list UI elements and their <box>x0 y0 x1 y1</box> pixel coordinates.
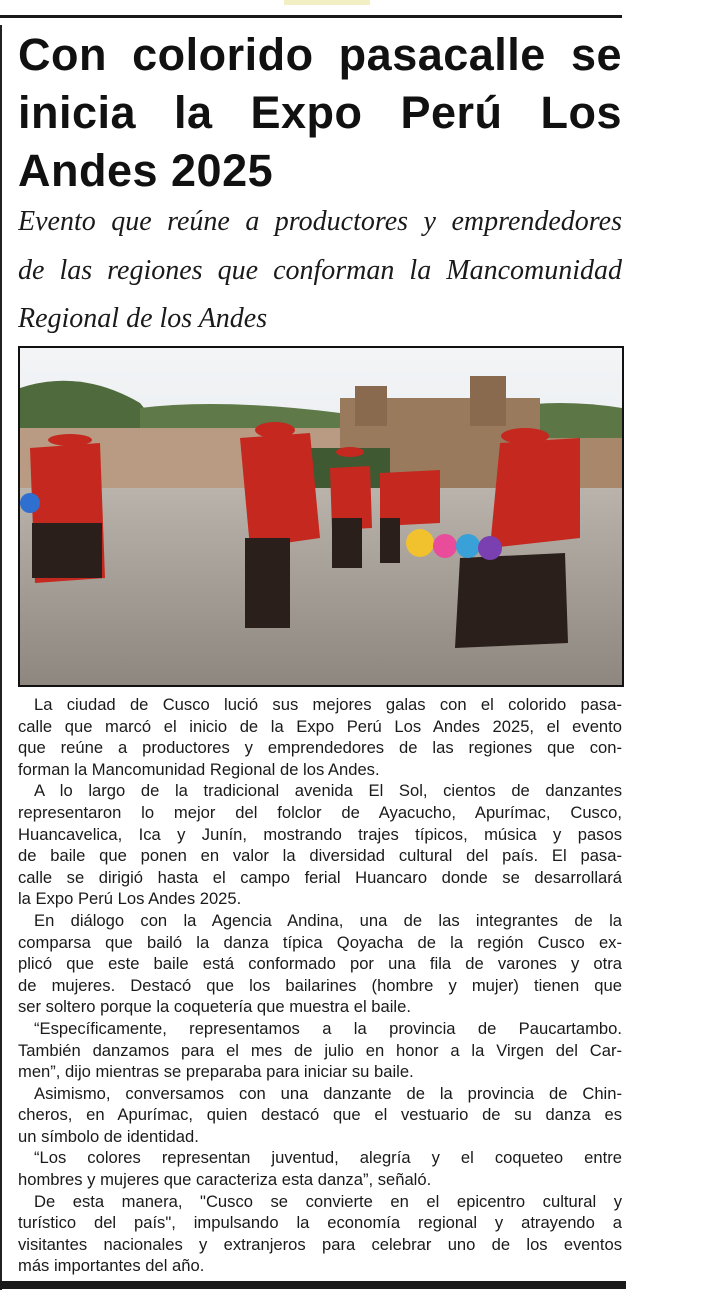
body-line: plicó que este baile está conformado por una fila de varones y otra <box>18 954 622 974</box>
body-line: Huancavelica, Ica y Junín, mostrando trajes típicos, música y pasos <box>18 824 622 844</box>
headline-line: Con colorido pasacalle se <box>18 29 622 80</box>
bottom-divider <box>0 1281 626 1289</box>
headline-line: inicia la Expo Perú Los <box>18 87 622 138</box>
body-line: visitantes nacionales y extranjeros para celebrar uno de los eventos <box>18 1234 622 1254</box>
photo-dancers-plaza-icon <box>20 348 622 685</box>
paragraph <box>18 1191 622 1277</box>
paragraph <box>18 1083 622 1148</box>
paragraph <box>18 1018 622 1083</box>
body-line: calle se dirigió hasta el campo ferial Huancaro donde se desarrollará <box>18 867 622 887</box>
body-line: cheros, en Apurímac, quien destacó que el vestuario de su danza es <box>18 1105 622 1125</box>
body-line: forman la Mancomunidad Regional de los Andes. <box>18 759 380 779</box>
article-photo <box>18 346 624 687</box>
article-body <box>18 694 622 1277</box>
body-line: la Expo Perú Los Andes 2025. <box>18 889 242 909</box>
subtitle-line: Regional de los Andes <box>18 303 268 334</box>
top-divider <box>0 15 622 18</box>
body-line: “Específicamente, representamos a la provincia de Paucartambo. <box>34 1018 622 1038</box>
body-line: La ciudad de Cusco lució sus mejores galas con el colorido pasa- <box>34 695 622 714</box>
body-line: comparsa que bailó la danza típica Qoyacha de la región Cusco ex- <box>18 932 622 952</box>
masthead-fragment <box>284 0 370 5</box>
body-line: que reúne a productores y emprendedores de las regiones que con- <box>18 738 622 758</box>
left-border <box>0 25 2 1290</box>
paragraph <box>18 910 622 1018</box>
body-line: ser soltero porque la coquetería que muestra el baile. <box>18 997 411 1017</box>
body-line: En diálogo con la Agencia Andina, una de las integrantes de la <box>34 910 622 930</box>
body-line: un símbolo de identidad. <box>18 1126 199 1146</box>
body-line: “Los colores representan juventud, alegría y el coqueteo entre <box>34 1148 622 1168</box>
body-line: de mujeres. Destacó que los bailarines (hombre y mujer) tienen que <box>18 975 622 995</box>
subtitle-line: Evento que reúne a productores y emprendedores <box>18 206 622 237</box>
paragraph <box>18 1147 622 1190</box>
paragraph <box>18 780 622 910</box>
body-line: men”, dijo mientras se preparaba para iniciar su baile. <box>18 1062 414 1082</box>
subtitle-line: de las regiones que conforman la Mancomunidad <box>18 254 622 286</box>
paragraph <box>18 694 622 780</box>
body-line: calle que marcó el inicio de la Expo Perú Los Andes 2025, el evento <box>18 716 622 736</box>
headline-line: Andes 2025 <box>18 145 274 196</box>
body-line: representaron lo mejor del folclor de Ayacucho, Apurímac, Cusco, <box>18 802 622 822</box>
body-line: de baile que ponen en valor la diversidad cultural del país. El pasa- <box>18 846 622 866</box>
body-line: De esta manera, "Cusco se convierte en el epicentro cultural y <box>34 1191 622 1211</box>
headline <box>18 26 622 200</box>
body-line: A lo largo de la tradicional avenida El Sol, cientos de danzantes <box>34 781 622 801</box>
body-line: más importantes del año. <box>18 1256 205 1276</box>
body-line: hombres y mujeres que caracteriza esta danza”, señaló. <box>18 1170 432 1190</box>
body-line: Asimismo, conversamos con una danzante de la provincia de Chin- <box>34 1083 622 1103</box>
body-line: También danzamos para el mes de julio en honor a la Virgen del Car- <box>18 1040 622 1060</box>
body-line: turístico del país", impulsando la economía regional y atrayendo a <box>18 1213 622 1233</box>
subtitle <box>18 198 622 344</box>
